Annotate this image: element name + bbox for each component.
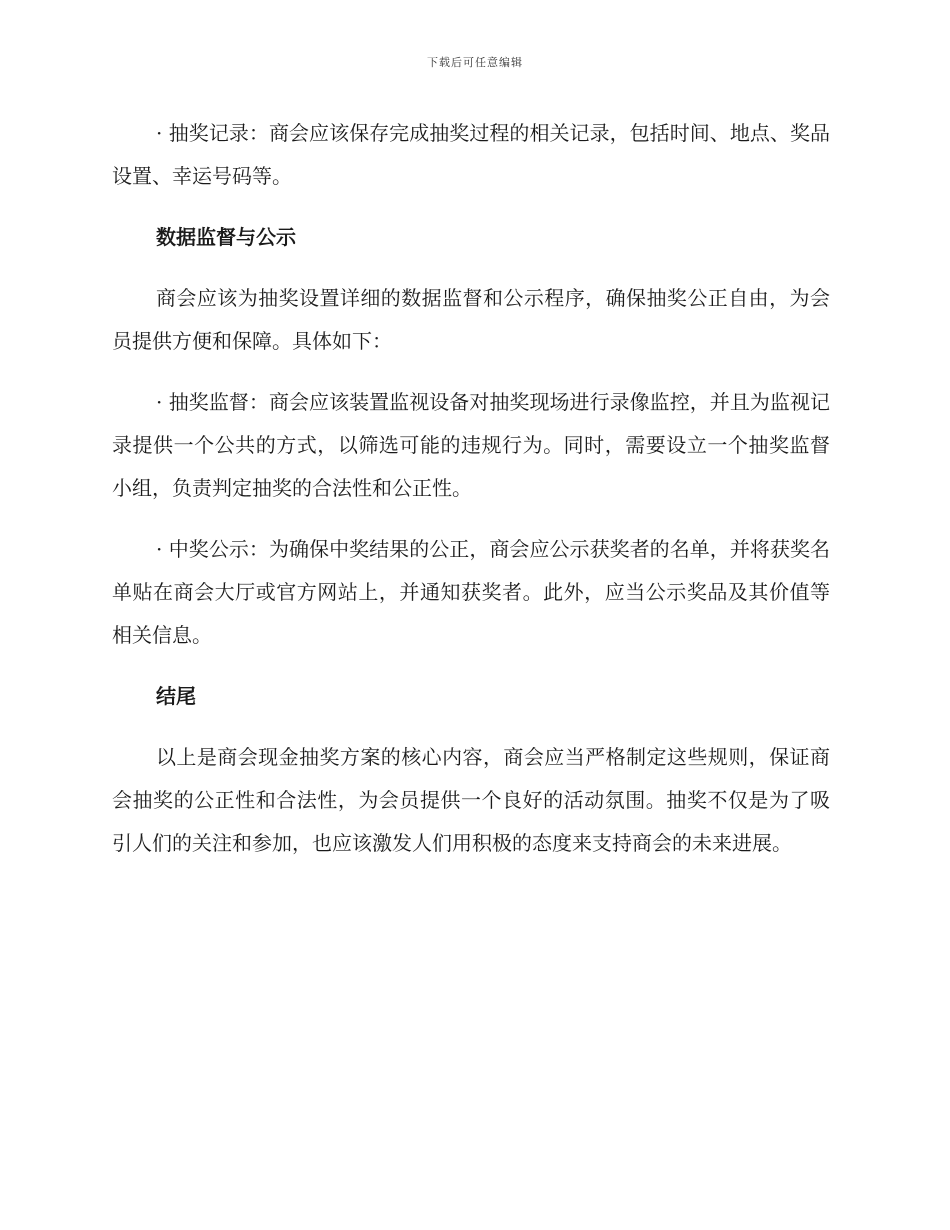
paragraph-lottery-records: · 抽奖记录：商会应该保存完成抽奖过程的相关记录，包括时间、地点、奖品设置、幸运号码等。 xyxy=(112,121,830,188)
paragraph-supervision-intro: 商会应该为抽奖设置详细的数据监督和公示程序，确保抽奖公正自由，为会员提供方便和保障。具体如下： xyxy=(112,286,830,353)
paragraph-conclusion: 以上是商会现金抽奖方案的核心内容，商会应当严格制定这些规则，保证商会抽奖的公正性和合法性，为会员提供一个良好的活动氛围。抽奖不仅是为了吸引人们的关注和参加，也应该激发人们用积极的态度来支持商会的未来进展。 xyxy=(112,745,830,855)
paragraph-lottery-supervision: · 抽奖监督：商会应该装置监视设备对抽奖现场进行录像监控，并且为监视记录提供一个公共的方式，以筛选可能的违规行为。同时，需要设立一个抽奖监督小组，负责判定抽奖的合法性和公正性。 xyxy=(112,390,830,500)
document-body xyxy=(112,112,830,883)
page-header: 下载后可任意编辑 xyxy=(427,56,523,69)
section-heading-data-supervision: 数据监督与公示 xyxy=(156,225,296,249)
paragraph-winner-announcement: · 中奖公示：为确保中奖结果的公正，商会应公示获奖者的名单，并将获奖名单贴在商会大厅或官方网站上，并通知获奖者。此外，应当公示奖品及其价值等相关信息。 xyxy=(112,537,830,647)
section-heading-conclusion: 结尾 xyxy=(156,684,196,708)
